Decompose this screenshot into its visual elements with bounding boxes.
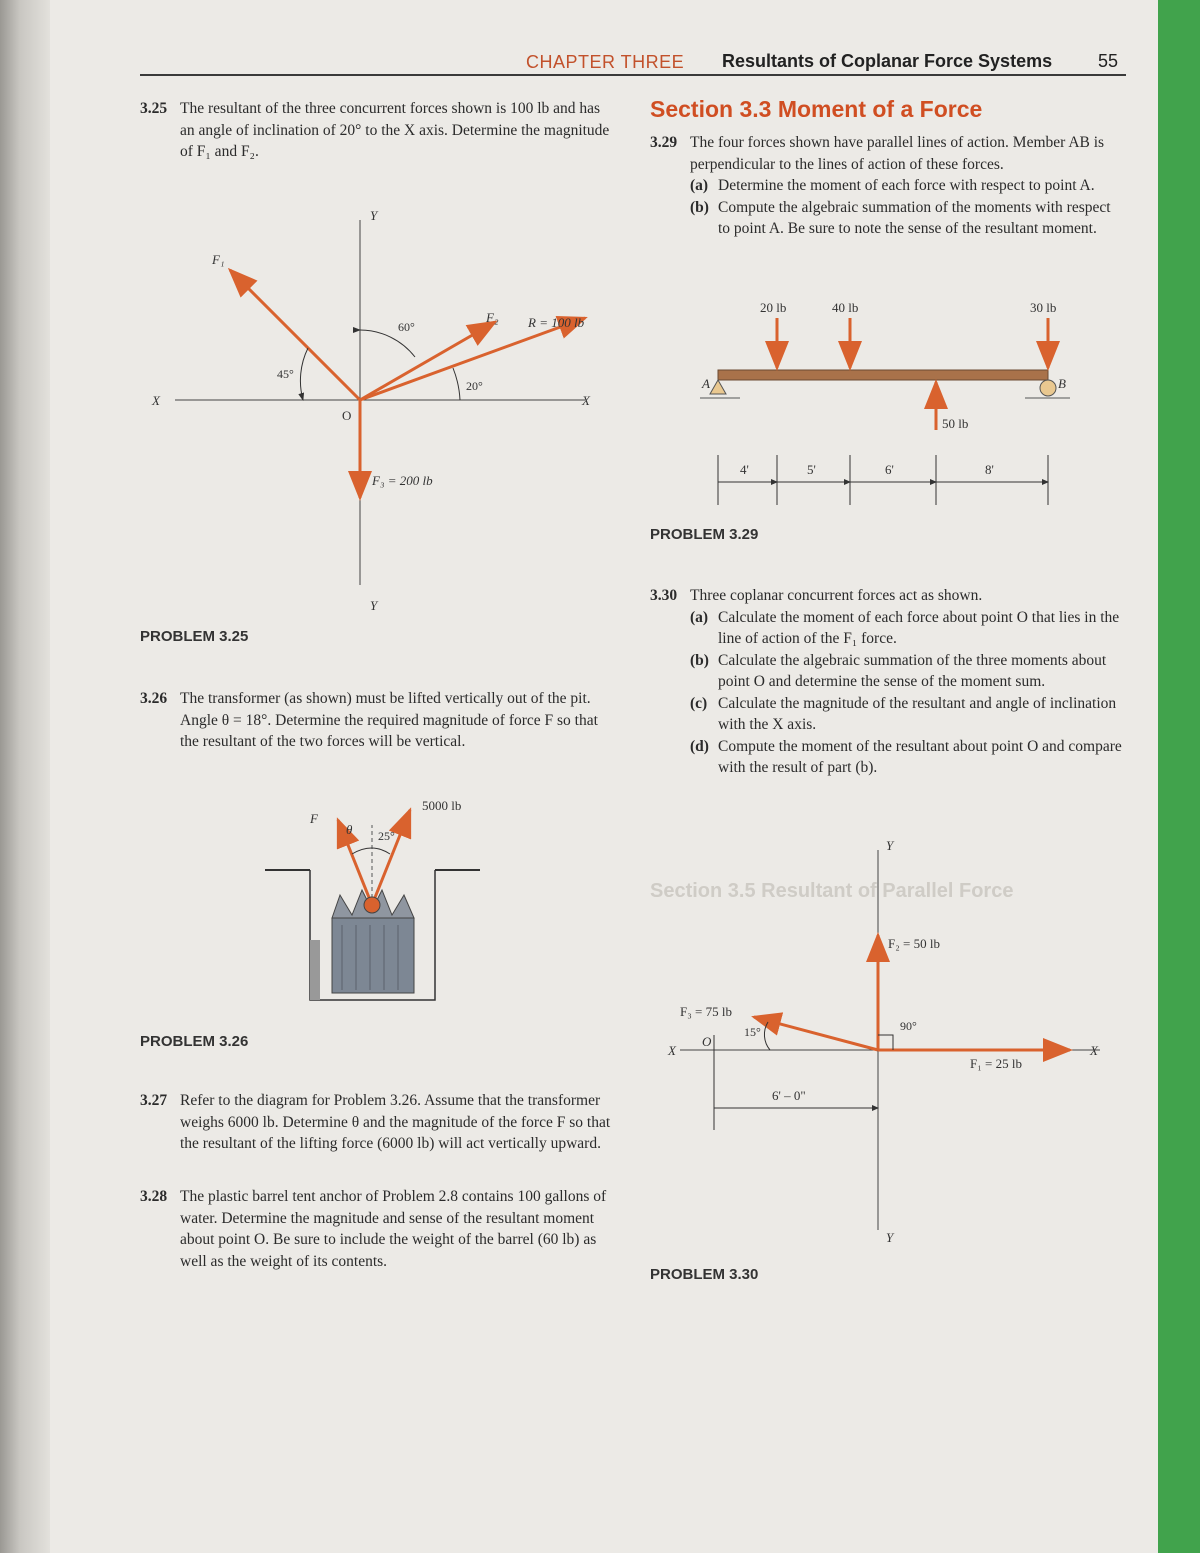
y-top-label: Y: [370, 208, 378, 223]
angle-25-label: 25°: [378, 829, 395, 843]
point-o-label: O: [702, 1034, 712, 1049]
problem-number: 3.29: [650, 134, 678, 151]
problem-number: 3.30: [650, 587, 678, 604]
force-f-label: F: [310, 811, 318, 826]
running-header: [140, 50, 1126, 76]
problem-text: The transformer (as shown) must be lifted vertically out of the pit. Angle θ = 18°. Determine the required magnitude of force F so that the resultant of the two forces will be vertical.: [180, 690, 598, 750]
x-left-label: X: [668, 1043, 676, 1058]
problem-3-25: [140, 98, 614, 163]
x-right-label: X: [1090, 1043, 1098, 1058]
part-letter: (b): [690, 198, 709, 216]
angle-90-label: 90°: [900, 1019, 917, 1033]
part-letter: (a): [690, 608, 709, 626]
show-through-text: Section 3.5 Resultant of Parallel Force: [650, 880, 1014, 902]
y-bottom-label: Y: [886, 1230, 894, 1245]
problem-3-26: [140, 688, 614, 753]
problem-3-28: [140, 1186, 614, 1272]
part-text: Compute the moment of the resultant about point O and compare with the result of part (b).: [718, 737, 1122, 776]
problem-3-30-label: PROBLEM 3.30: [650, 1266, 759, 1283]
problem-number: 3.26: [140, 690, 168, 707]
part-letter: (c): [690, 694, 708, 712]
force-20-label: 20 lb: [760, 300, 787, 315]
x-left-label: X: [152, 393, 160, 408]
f3-arrow: [754, 1017, 878, 1050]
problem-text: The plastic barrel tent anchor of Problem 2.8 contains 100 gallons of water. Determine the magnitude and sense of the resultant moment about point O. Be sure to include the weight of the barrel (60 lb) as well as the weight of its contents.: [180, 1188, 607, 1270]
dim-label: 6' – 0": [772, 1088, 806, 1103]
f2-label: F₂ = 50 lb: [888, 936, 940, 951]
part-c: [690, 693, 1124, 736]
figure-3-25: [130, 200, 620, 620]
angle-45-label: 45°: [277, 367, 294, 381]
force-50-label: 50 lb: [942, 416, 969, 431]
section-title: Section 3.3 Moment of a Force: [650, 96, 983, 122]
dim-8-label: 8': [985, 462, 994, 477]
problem-3-30: [650, 585, 1124, 779]
book-spine-shadow: [0, 0, 50, 1553]
part-text: Calculate the magnitude of the resultant and angle of inclination with the X axis.: [718, 694, 1117, 733]
pit-wall-hatch: [310, 940, 320, 1000]
part-d: [690, 736, 1124, 779]
load-label: 5000 lb: [422, 798, 462, 813]
angle-20-label: 20°: [466, 379, 483, 393]
part-text: Compute the algebraic summation of the moments with respect to point A. Be sure to note the sense of the resultant moment.: [718, 198, 1111, 237]
part-letter: (d): [690, 737, 709, 755]
figure-3-29: [680, 290, 1100, 520]
r-label: R = 100 lb: [528, 315, 585, 330]
f2-label: F₂: [486, 310, 499, 325]
transformer-body: [332, 918, 414, 993]
support-a: [710, 380, 726, 394]
figure-3-26: [240, 790, 480, 1020]
dim-6-label: 6': [885, 462, 894, 477]
part-b: [690, 197, 1124, 240]
f3-label: F₃ = 200 lb: [372, 473, 433, 488]
origin-label: O: [342, 408, 352, 423]
y-top-label: Y: [886, 838, 894, 853]
dim-5-label: 5': [807, 462, 816, 477]
part-a: [690, 175, 1124, 197]
part-text: Calculate the moment of each force about point O that lies in the line of action of the F₁ force.: [718, 608, 1120, 647]
angle-15-arc: [764, 1022, 770, 1050]
problem-3-25-label: PROBLEM 3.25: [140, 628, 249, 645]
problem-3-27: [140, 1090, 614, 1155]
theta-label: θ: [346, 822, 353, 837]
right-angle-mark: [878, 1035, 893, 1050]
point-a-label: A: [702, 376, 710, 391]
support-b: [1040, 380, 1056, 396]
load-arrow: [372, 810, 410, 905]
x-right-label: X: [582, 393, 590, 408]
f1-label: F₁: [212, 252, 225, 267]
lifting-hook: [364, 897, 380, 913]
problem-3-29: [650, 132, 1124, 240]
problem-3-26-label: PROBLEM 3.26: [140, 1033, 249, 1050]
y-bottom-label: Y: [370, 598, 378, 613]
problem-text: The four forces shown have parallel lines of action. Member AB is perpendicular to the lines of action of these forces.: [690, 134, 1105, 173]
problem-text: Three coplanar concurrent forces act as shown.: [690, 587, 983, 604]
problem-3-29-label: PROBLEM 3.29: [650, 526, 759, 543]
angle-20-arc: [453, 368, 460, 400]
point-b-label: B: [1058, 376, 1066, 391]
angle-15-label: 15°: [744, 1025, 761, 1039]
figure-3-30: [660, 830, 1120, 1250]
angle-60-label: 60°: [398, 320, 415, 334]
dim-4-label: 4': [740, 462, 749, 477]
force-f-arrow: [338, 820, 372, 905]
chapter-title: Resultants of Coplanar Force Systems: [722, 51, 1053, 71]
problem-text: Refer to the diagram for Problem 3.26. Assume that the transformer weighs 6000 lb. Determine θ and the magnitude of the force F so that the resultant of the lifting force (6000 lb) will act vertically upward.: [180, 1092, 611, 1152]
part-text: Determine the moment of each force with respect to point A.: [718, 177, 1095, 194]
angle-60-arc: [360, 330, 415, 357]
f1-label: F₁ = 25 lb: [970, 1056, 1022, 1071]
part-letter: (b): [690, 651, 709, 669]
header-rule: [140, 74, 1126, 76]
problem-text: The resultant of the three concurrent forces shown is 100 lb and has an angle of inclination of 20° to the X axis. Determine the magnitude of F₁ and F₂.: [180, 100, 610, 160]
angle-arc: [352, 848, 390, 854]
page-number: 55: [1097, 51, 1118, 71]
force-40-label: 40 lb: [832, 300, 859, 315]
problem-number: 3.28: [140, 1188, 168, 1205]
part-a: [690, 607, 1124, 650]
part-b: [690, 650, 1124, 693]
problem-number: 3.27: [140, 1092, 168, 1109]
force-30-label: 30 lb: [1030, 300, 1057, 315]
part-text: Calculate the algebraic summation of the three moments about point O and determine the sense of the moment sum.: [718, 651, 1107, 690]
f1-arrow: [230, 270, 360, 400]
part-letter: (a): [690, 177, 709, 194]
beam-ab: [718, 370, 1048, 380]
green-page-edge: [1158, 0, 1200, 1553]
f3-label: F₃ = 75 lb: [680, 1004, 732, 1019]
chapter-label: CHAPTER THREE: [526, 52, 685, 72]
angle-45-arc: [300, 348, 308, 400]
problem-number: 3.25: [140, 100, 168, 117]
